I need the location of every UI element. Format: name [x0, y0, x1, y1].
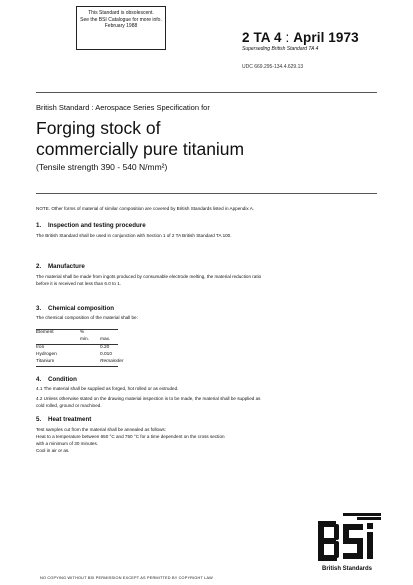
- section-5-text: [36, 426, 225, 454]
- section-2-text: [36, 273, 261, 287]
- cell-max: 0.20: [100, 345, 110, 350]
- notice-line-1: This Standard is obsolescent.: [88, 10, 154, 16]
- header-percent: %: [80, 330, 85, 335]
- cell-max: Remainder: [100, 359, 124, 364]
- subheader-min: min.: [80, 337, 90, 342]
- paragraph-line: 4.2 Unless otherwise stated on the drawing material inspection is to be made, the material shall be supplied as: [36, 396, 261, 401]
- title-line-1: Forging stock of: [36, 118, 161, 138]
- section-title: Inspection and testing procedure: [48, 222, 146, 229]
- cell-max: 0.010: [100, 352, 113, 357]
- notice-line-2: See the BSI Catalogue for more info.: [80, 16, 162, 23]
- notice-line-3: February 1988: [104, 23, 138, 29]
- section-title: Chemical composition: [48, 305, 115, 312]
- section-1-text: [36, 232, 232, 239]
- paragraph-line: Cool in air or as.: [36, 448, 70, 453]
- section-number: 2.: [36, 263, 42, 270]
- obsolescence-notice-box: [76, 6, 166, 50]
- document-subtitle: (Tensile strength 390 - 540 N/mm²): [36, 162, 168, 172]
- header-element: Element: [36, 330, 54, 335]
- subheader-max: max.: [100, 337, 111, 342]
- series-heading: British Standard : Aerospace Series Specification for: [36, 103, 210, 112]
- document-title: [36, 118, 244, 160]
- section-1-heading: [36, 222, 146, 229]
- section-title: Condition: [48, 376, 77, 383]
- standard-separator: :: [281, 30, 294, 45]
- bsi-logo: [317, 512, 383, 568]
- section-number: 3.: [36, 305, 42, 312]
- paragraph-line: The chemical composition of the material shall be:: [36, 315, 138, 320]
- table-row: [36, 352, 118, 359]
- section-4-text: [36, 385, 260, 409]
- section-4-heading: [36, 376, 77, 383]
- standard-number: 2 TA 4: [242, 30, 282, 45]
- cell-element: Titanium: [36, 359, 55, 364]
- section-number: 1.: [36, 222, 42, 229]
- paragraph-line: Heat to a temperature between 650 °C and 750 °C for a time dependent on the cross section: [36, 434, 225, 439]
- standard-number-heading: [242, 30, 359, 45]
- paragraph-line: Test samples cut from the material shall be annealed as follows:: [36, 427, 166, 432]
- paragraph-line: 4.1 The material shall be supplied as forged, hot rolled or as extruded.: [36, 386, 179, 391]
- table-row: [36, 345, 118, 352]
- section-number: 5.: [36, 416, 42, 423]
- paragraph-line: The material shall be made from ingots produced by consumable electrode melting, the material reduction ratio: [36, 274, 262, 279]
- chemical-composition-table: [36, 329, 124, 367]
- paragraph-line: cold rolled, ground or machined.: [36, 403, 102, 408]
- table-bottom-rule: [36, 366, 118, 367]
- title-divider: [36, 193, 377, 194]
- copyright-footer: NO COPYING WITHOUT BSI PERMISSION EXCEPT AS PERMITTED BY COPYRIGHT LAW: [40, 576, 213, 580]
- section-3-heading: [36, 305, 114, 312]
- top-divider: [36, 92, 377, 93]
- cell-element: Iron: [36, 345, 45, 350]
- paragraph-line: The British Standard shall be used in conjunction with Section 1 of 2 TA British Standard TA 100.: [36, 233, 232, 238]
- cell-element: Hydrogen: [36, 352, 57, 357]
- title-line-2: commercially pure titanium: [36, 139, 245, 159]
- section-2-heading: [36, 263, 85, 270]
- section-3-text: [36, 314, 138, 321]
- scope-note: NOTE. Other forms of material of similar composition are covered by British Standards listed in Appendix A.: [36, 206, 255, 211]
- section-title: Manufacture: [48, 263, 85, 270]
- logo-caption: British Standards: [322, 566, 373, 572]
- table-row: [36, 359, 124, 366]
- superseding-note: Superseding British Standard TA 4: [242, 46, 319, 52]
- section-5-heading: [36, 416, 91, 423]
- udc-code: UDC 669.295-134.4.629.13: [242, 64, 304, 70]
- section-title: Heat treatment: [48, 416, 92, 423]
- section-number: 4.: [36, 376, 42, 383]
- paragraph-line: with a minimum of 30 minutes.: [36, 441, 99, 446]
- table-subheader-row: [36, 337, 118, 344]
- paragraph-line: before it is received not less than 6.0 to 1.: [36, 281, 122, 286]
- standard-date: April 1973: [293, 30, 359, 45]
- table-header-row: [36, 329, 118, 337]
